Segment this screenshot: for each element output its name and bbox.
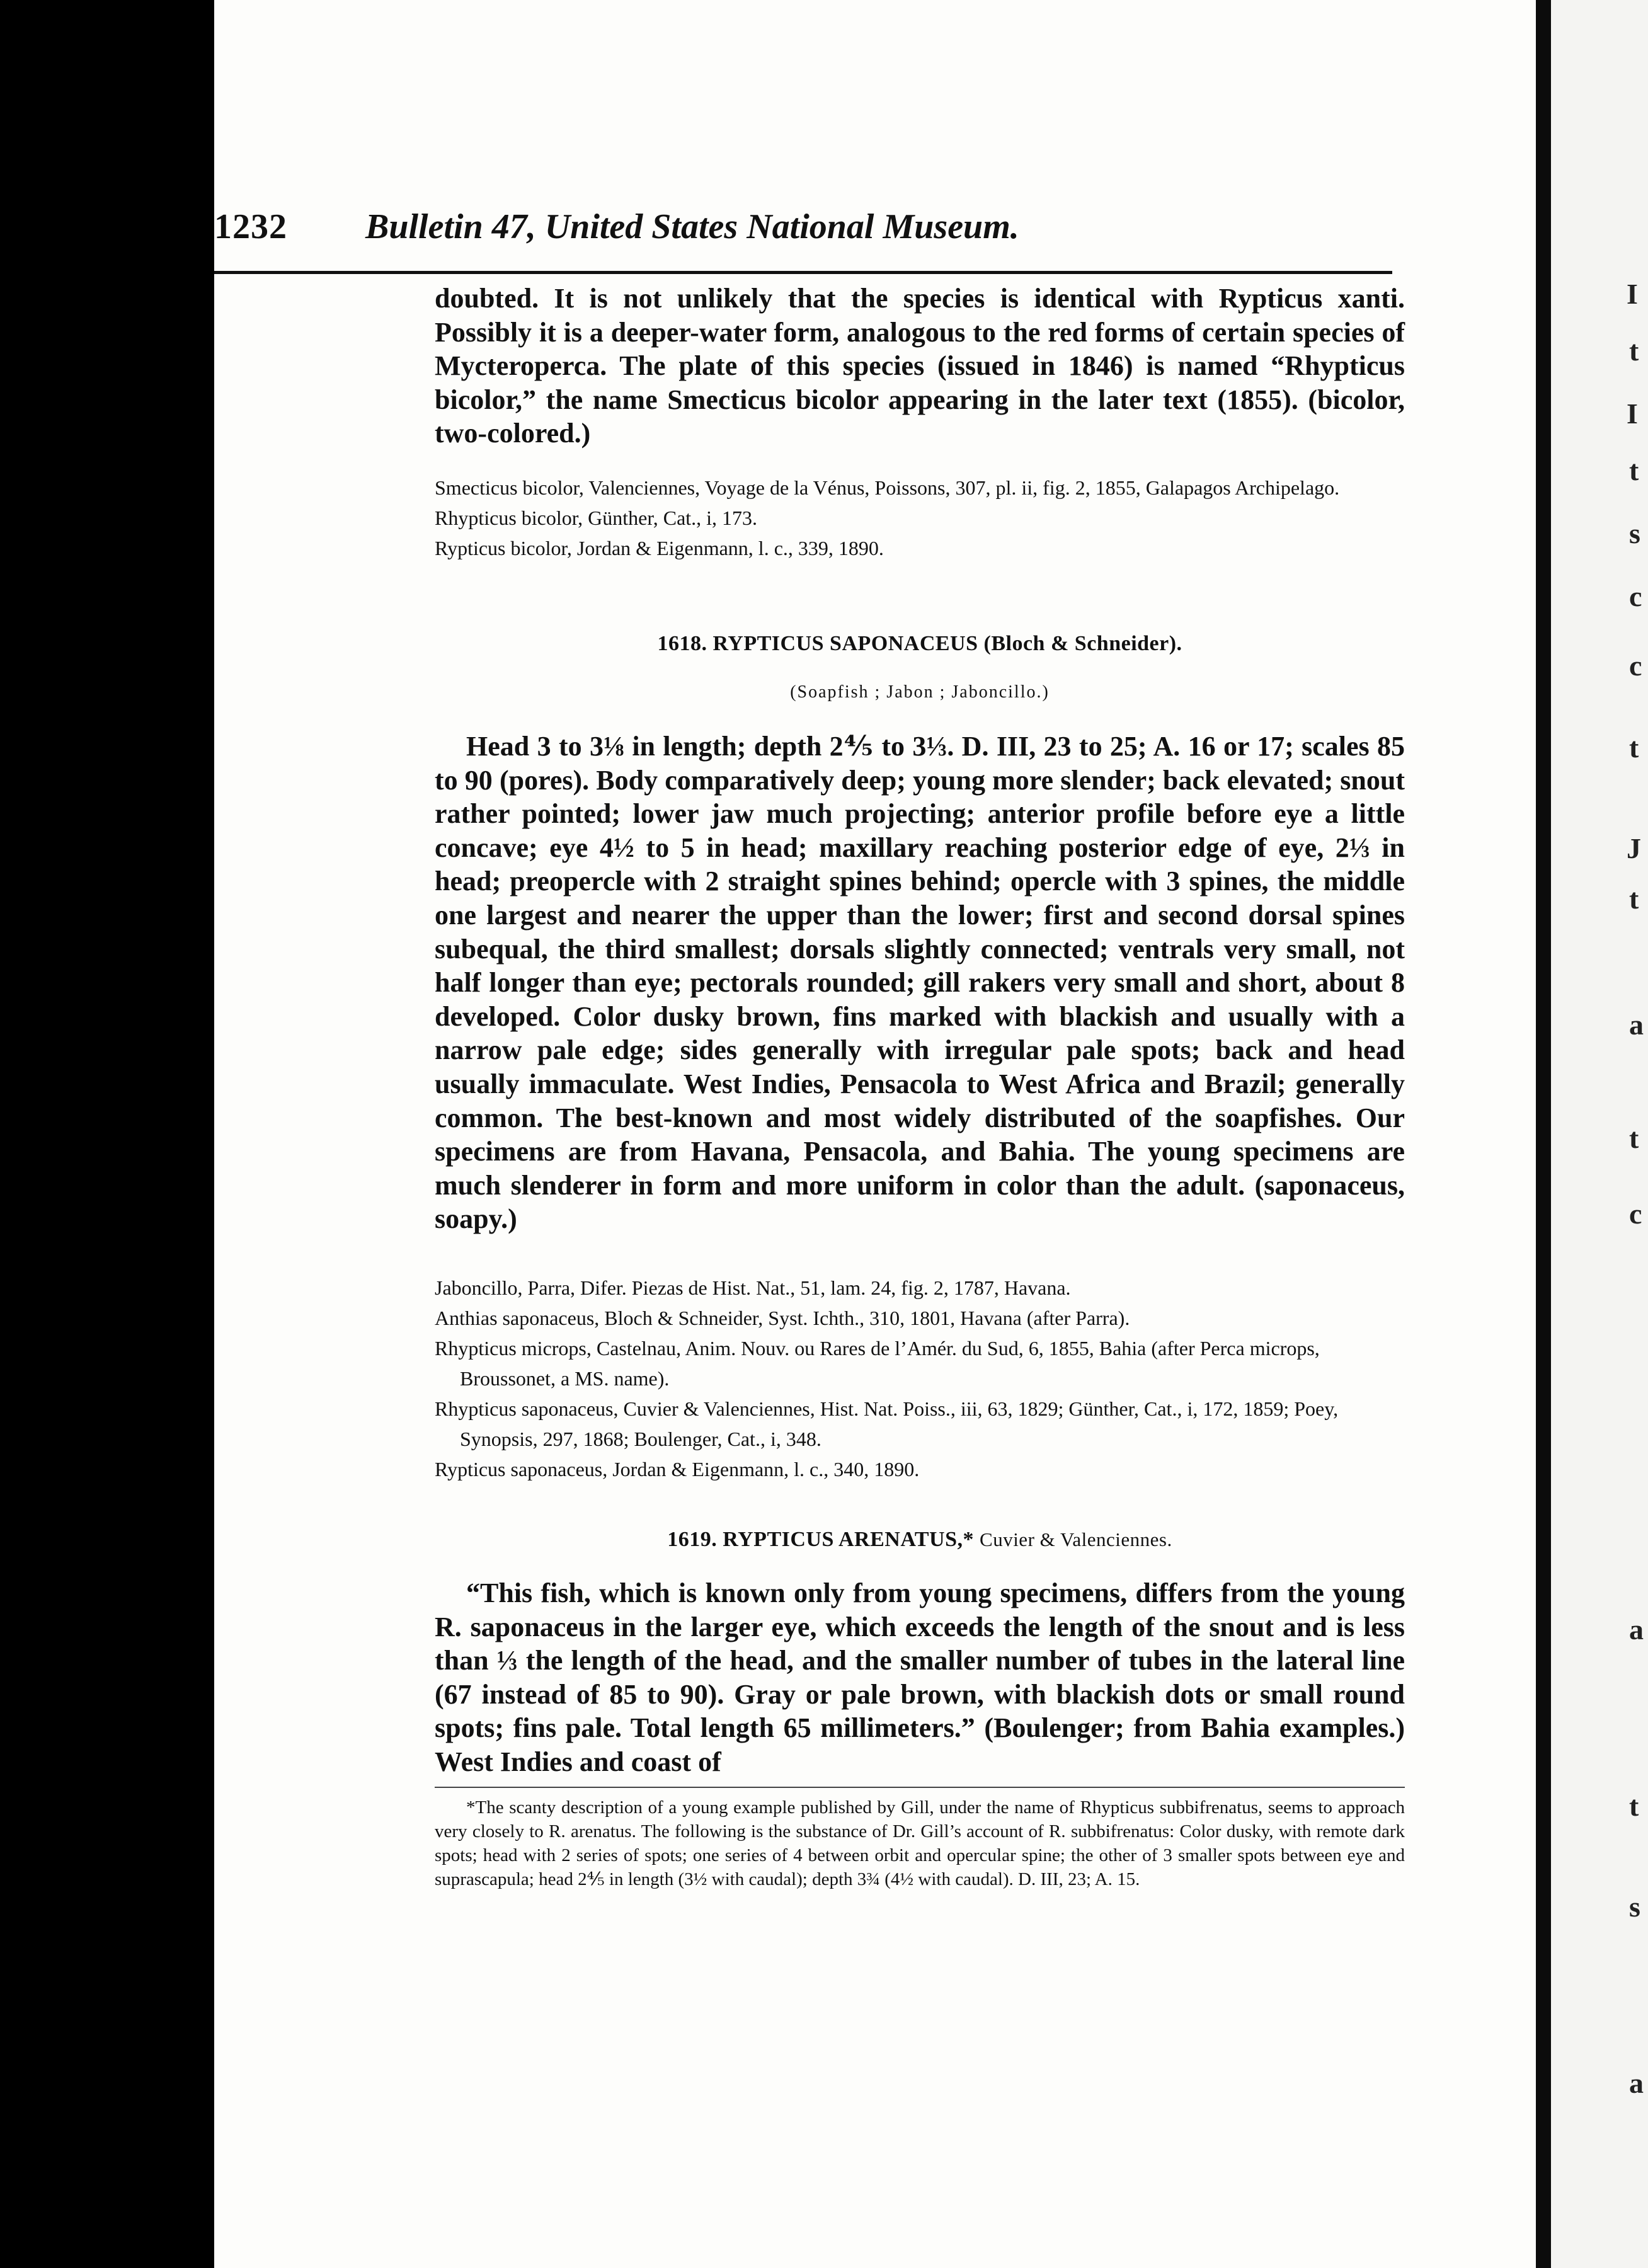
page-number: 1232 <box>214 207 287 246</box>
edge-glyph: t <box>1629 883 1639 915</box>
edge-glyph: t <box>1629 335 1639 367</box>
citation: Rhypticus saponaceus, Cuvier & Valenciennes, Hist. Nat. Poiss., iii, 63, 1829; Günther, Cat., i, 172, 1859; Poey, Synopsis, 297, 1868; Boulenger, Cat., i, 348. <box>435 1397 1339 1450</box>
edge-glyph: a <box>1629 1009 1644 1041</box>
edge-glyph: s <box>1629 1891 1640 1923</box>
citations-1618 <box>435 1273 1405 1484</box>
footnote-rule <box>435 1787 1405 1788</box>
species-heading-1619 <box>435 1528 1405 1552</box>
description-1618: Head 3 to 3⅛ in length; depth 2⅘ to 3⅓. D. III, 23 to 25; A. 16 or 17; scales 85 to 90 (pores). Body comparatively deep; young more slender; back elevated; snout rather pointed; lower jaw much projecting; anterior profile before eye a little concave; eye 4½ to 5 in head; maxillary reaching posterior edge of eye, 2⅓ in head; preopercle with 2 straight spines behind; opercle with 3 spines, the middle one largest and nearer the upper than the lower; first and second dorsal spines subequal, the third smallest; dorsals slightly connected; ventrals very small, not half longer than eye; pectorals rounded; gill rakers very small and short, about 8 developed. Color dusky brown, fins marked with blackish and usually with a narrow pale edge; sides generally with irregular pale spots; back and head usually immaculate. West Indies, Pensacola to West Africa and Brazil; generally common. The best-known and most widely distributed of the soapfishes. Our specimens are from Havana, Pensacola, and Bahia. The young specimens are much slenderer in form and more uniform in color than the adult. (saponaceus, soapy.) <box>435 731 1405 1235</box>
footnote: *The scanty description of a young example published by Gill, under the name of Rhypticus subbifrenatus, seems to approach very closely to R. arenatus. The following is the substance of Dr. Gill’s account of R. subbifrenatus: Color dusky, with remote dark spots; head with 2 series of spots; one series of 4 between orbit and opercular spine; the other of 3 smaller spots between eye and suprascapula; head 2⅘ in length (3½ with caudal); depth 3¾ (4½ with caudal). D. III, 23; A. 15. <box>435 1797 1405 1889</box>
heading-main: 1619. RYPTICUS ARENATUS,* <box>667 1528 975 1551</box>
citation: Rypticus bicolor, Jordan & Eigenmann, l. c., 339, 1890. <box>435 537 884 559</box>
common-names-1618: (Soapfish ; Jabon ; Jaboncillo.) <box>790 682 1050 702</box>
edge-glyph: c <box>1629 1198 1642 1230</box>
edge-glyph: c <box>1629 650 1642 682</box>
running-title: Bulletin 47, United States National Museum. <box>365 207 1019 246</box>
edge-glyph: s <box>1629 517 1640 549</box>
description-1619: “This fish, which is known only from young specimens, differs from the young R. saponaceus in the larger eye, which exceeds the length of the snout and is less than ⅓ the length of the head, and the smaller number of tubes in the lateral line (67 instead of 85 to 90). Gray or pale brown, with blackish dots or small round spots; fins pale. Total length 65 millimeters.” (Boulenger; from Bahia examples.) West Indies and coast of <box>435 1578 1405 1777</box>
edge-glyph: t <box>1629 1122 1639 1154</box>
edge-glyph: I <box>1627 278 1638 310</box>
edge-glyph: t <box>1629 731 1639 764</box>
citation: Smecticus bicolor, Valenciennes, Voyage de la Vénus, Poissons, 307, pl. ii, fig. 2, 1855, Galapagos Archipelago. <box>435 476 1340 499</box>
edge-glyph: J <box>1627 832 1641 864</box>
citation: Rhypticus bicolor, Günther, Cat., i, 173. <box>435 507 758 529</box>
intro-paragraph: doubted. It is not unlikely that the species is identical with Rypticus xanti. Possibly it is a deeper-water form, analogous to the red forms of certain species of Mycteroperca. The plate of this species (issued in 1846) is named “Rhypticus bicolor,” the name Smecticus bicolor appearing in the later text (1855). (bicolor, two-colored.) <box>435 283 1405 449</box>
edge-glyph: a <box>1629 2067 1644 2099</box>
heading-authority: Cuvier & Valenciennes. <box>980 1528 1172 1550</box>
citation: Rypticus saponaceus, Jordan & Eigenmann, l. c., 340, 1890. <box>435 1458 920 1480</box>
citation: Rhypticus microps, Castelnau, Anim. Nouv. ou Rares de l’Amér. du Sud, 6, 1855, Bahia (after Perca microps, Broussonet, a MS. name). <box>435 1337 1320 1390</box>
edge-glyph: t <box>1629 454 1639 486</box>
edge-glyph: c <box>1629 580 1642 612</box>
intro-citations <box>435 472 1405 563</box>
edge-glyph: I <box>1627 398 1638 430</box>
citation: Jaboncillo, Parra, Difer. Piezas de Hist. Nat., 51, lam. 24, fig. 2, 1787, Havana. <box>435 1276 1071 1299</box>
adjacent-page-edge <box>1551 0 1648 2268</box>
species-heading-1618: 1618. RYPTICUS SAPONACEUS (Bloch & Schneider). <box>657 632 1182 655</box>
edge-glyph: a <box>1629 1613 1644 1646</box>
citation: Anthias saponaceus, Bloch & Schneider, Syst. Ichth., 310, 1801, Havana (after Parra). <box>435 1307 1130 1329</box>
edge-glyph: t <box>1629 1790 1639 1822</box>
page-body <box>435 0 1405 2268</box>
